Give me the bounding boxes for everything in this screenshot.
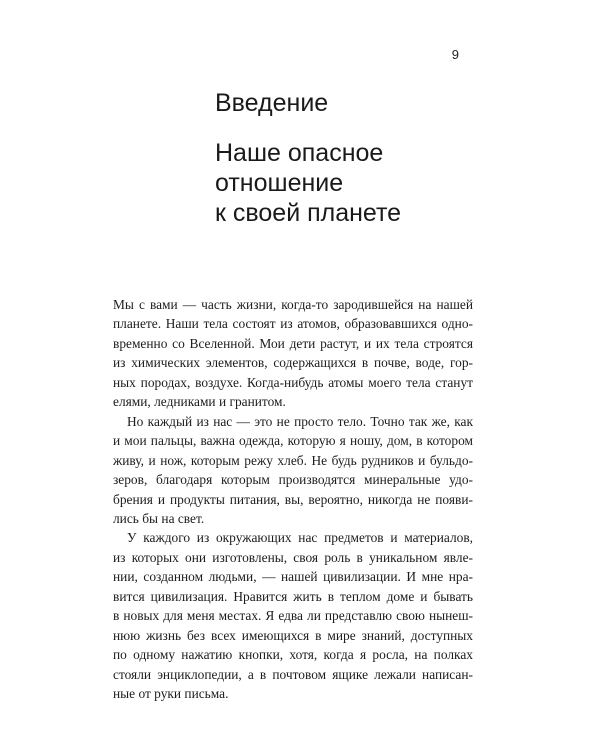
text-line: живу, и нож, которым режу хлеб. Не будь рудников и бульдо- xyxy=(113,452,473,468)
text-line: по одному нажатию кнопки, хотя, когда я росла, на полках xyxy=(113,647,473,663)
section-label: Введение xyxy=(215,89,329,117)
text-line: У каждого из окружающих нас предметов и материалов, xyxy=(127,530,473,546)
chapter-title xyxy=(215,138,475,228)
text-line: зеров, благодаря которым производятся минеральные удо- xyxy=(113,472,473,488)
text-line: из которых они изготовлены, своя роль в уникальном явле- xyxy=(113,549,473,565)
text-line: из химических элементов, содержащихся в почве, воде, гор- xyxy=(113,355,473,371)
text-line: временно со Вселенной. Мои дети растут, и их тела строятся xyxy=(113,335,473,351)
text-line: елями, ледниками и гранитом. xyxy=(113,394,286,410)
text-line: нии, созданном людьми, — нашей цивилизации. И мне нра- xyxy=(113,569,473,585)
page-number: 9 xyxy=(451,47,459,62)
body-text xyxy=(113,295,473,704)
chapter-title-line: к своей планете xyxy=(215,199,402,227)
text-line: планете. Наши тела состоят из атомов, образовавшихся одно- xyxy=(113,316,473,332)
text-line: и мои пальцы, важна одежда, которую я ношу, дом, в котором xyxy=(113,433,473,449)
paragraph xyxy=(113,412,473,529)
text-line: Но каждый из нас — это не просто тело. Точно так же, как xyxy=(127,413,473,429)
text-line: лись бы на свет. xyxy=(113,510,205,526)
paragraph xyxy=(113,295,473,412)
text-line: ных породах, воздухе. Когда-нибудь атомы моего тела станут xyxy=(113,374,473,390)
text-line: стояли энциклопедии, а в почтовом ящике лежали написан- xyxy=(113,666,473,682)
text-line: Мы с вами — часть жизни, когда-то зародившейся на нашей xyxy=(113,297,473,312)
text-line: ные от руки письма. xyxy=(113,686,229,702)
text-line: вится цивилизация. Нравится жить в теплом доме и бывать xyxy=(113,588,473,604)
chapter-title-line: отношение xyxy=(215,169,344,197)
text-line: нюю жизнь без всех имеющихся в мире знаний, доступных xyxy=(113,627,473,643)
chapter-title-line: Наше опасное xyxy=(215,139,384,167)
text-line: брения и продукты питания, вы, вероятно, никогда не появи- xyxy=(113,491,473,507)
text-line: в новых для меня местах. Я едва ли представлю свою нынеш- xyxy=(113,608,473,624)
paragraph xyxy=(113,528,473,703)
